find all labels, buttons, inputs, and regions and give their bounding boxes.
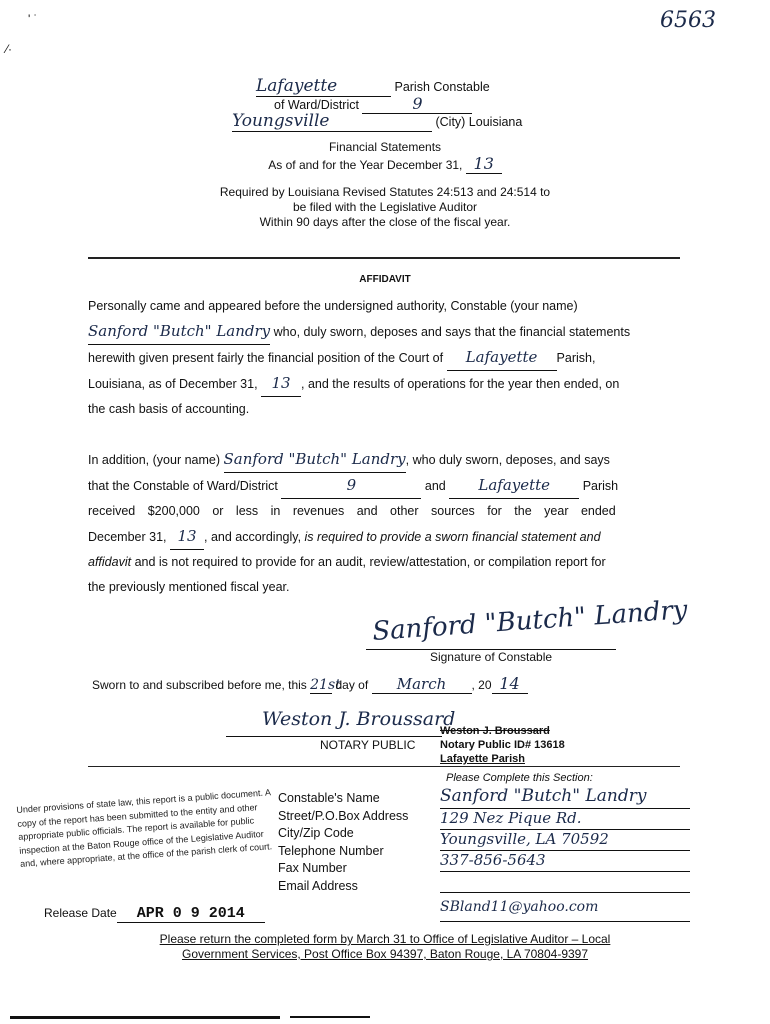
label-fax: Fax Number [278,861,347,875]
contact-values [440,786,690,922]
statute-line-2: be filed with the Legislative Auditor [292,200,478,214]
label-city-zip: City/Zip Code [278,826,354,840]
divider [88,766,680,767]
label-constable-name: Constable's Name [278,791,380,805]
header-city-line [232,111,522,132]
document-number: 6563 [660,8,716,33]
constable-signature: Sanford "Butch" Landry [371,595,689,647]
label-email: Email Address [278,878,358,893]
title-year: As of and for the Year December 31, 13 [200,154,570,174]
sworn-line: Sworn to and subscribed before me, this 21st day of March , 20 14 [92,674,528,694]
notary-signature-line [226,736,442,737]
affidavit-line: the previously mentioned fiscal year. [88,580,290,594]
city-handwritten: Youngsville [232,111,432,132]
affidavit-paragraph-1 [88,294,682,422]
affidavit-line: December 31, 13 , and accordingly, is required to provide a sworn financial statement and [88,524,682,550]
parish-label: Parish Constable [394,80,490,94]
affidavit-line: Louisiana, as of December 31, 13 , and the results of operations for the year then ended, on [88,371,682,397]
release-date-label: Release Date [44,906,117,920]
statute-line-1: Required by Louisiana Revised Statutes 24:513 and 24:514 to [219,185,551,199]
value-telephone: 337-856-5643 [440,851,690,872]
stamp-id: Notary Public ID# 13618 [440,739,565,751]
affidavit-line: the cash basis of accounting. [88,402,250,416]
ward-handwritten-2: 9 [281,473,421,499]
affidavit-line: herewith given present fairly the financial position of the Court of Lafayette Parish, [88,345,682,371]
corner-mark: ' ˙ [28,12,38,26]
constable-name-handwritten-2: Sanford "Butch" Landry [224,447,406,473]
stamp-parish: Lafayette Parish [440,753,525,765]
affidavit-heading: AFFIDAVIT [359,274,411,285]
bottom-edge-mark [10,1016,280,1019]
signature-label: Signature of Constable [429,650,553,664]
title-year-handwritten: 13 [466,154,502,174]
value-email: SBland11@yahoo.com [440,899,690,922]
affidavit-line: Personally came and appeared before the undersigned authority, Constable (your name) [88,299,578,313]
stamp-name: Weston J. Broussard [440,725,550,737]
affidavit-paragraph-2 [88,447,682,600]
affidavit-year-handwritten: 13 [261,371,301,397]
label-telephone: Telephone Number [278,843,384,858]
footer-line-2: Government Services, Post Office Box 94397, Baton Rouge, LA 70804-9397 [181,947,589,961]
notary-label: NOTARY PUBLIC [320,738,416,752]
parish-handwritten: Lafayette [256,76,391,97]
ward-label: of Ward/District [274,98,359,112]
affidavit-line: affidavit and is not required to provide for an audit, review/attestation, or compilation report for [88,555,606,569]
court-parish-handwritten: Lafayette [447,345,557,371]
contact-labels [278,790,408,895]
divider [88,257,680,259]
affidavit-year-handwritten-2: 13 [170,524,204,550]
affidavit-line: received $200,000 or less in revenues and other sources for the year ended [88,504,616,518]
sworn-year-handwritten: 14 [492,674,528,694]
statute-line-3: Within 90 days after the close of the fiscal year. [259,215,511,229]
release-date [44,904,265,923]
stamp-note: Under provisions of state law, this report is a public document. A copy of the report has been submitted to the entity and other appropriate public officials. The report is available for public inspection at the Baton Rouge office of the Legislative Auditor and, where appropriate, at the office of the parish clerk of court. [16,787,273,869]
sworn-day-handwritten: 21st [310,677,341,693]
value-address: 129 Nez Pique Rd. [440,809,690,830]
notary-signature: Weston J. Broussard [262,708,456,730]
section-note: Please Complete this Section: [446,772,593,784]
affidavit-line: Sanford "Butch" Landry who, duly sworn, deposes and says that the financial statements [88,319,682,345]
affidavit-line: In addition, (your name) Sanford "Butch" Landry, who duly sworn, deposes, and says [88,447,682,473]
notary-stamp [440,724,565,766]
footer-instructions [60,932,710,962]
value-constable-name: Sanford "Butch" Landry [440,786,690,809]
footer-line-1: Please return the completed form by March 31 to Office of Legislative Auditor – Local [159,932,611,946]
constable-name-handwritten: Sanford "Butch" Landry [88,319,270,345]
sworn-month-handwritten: March [372,675,472,694]
value-city-zip: Youngsville, LA 70592 [440,830,690,851]
release-date-stamp: APR 0 9 2014 [117,905,265,923]
ward-handwritten: 9 [362,94,472,114]
value-fax [440,872,690,893]
corner-mark: ⁄· [6,42,12,56]
bottom-edge-mark [290,1016,370,1018]
title-financial-statements: Financial Statements [328,140,442,154]
affidavit-line: that the Constable of Ward/District 9 and Lafayette Parish [88,473,682,499]
label-address: Street/P.O.Box Address [278,808,409,823]
city-label: (City) Louisiana [435,115,523,129]
parish-handwritten-2: Lafayette [449,473,579,499]
